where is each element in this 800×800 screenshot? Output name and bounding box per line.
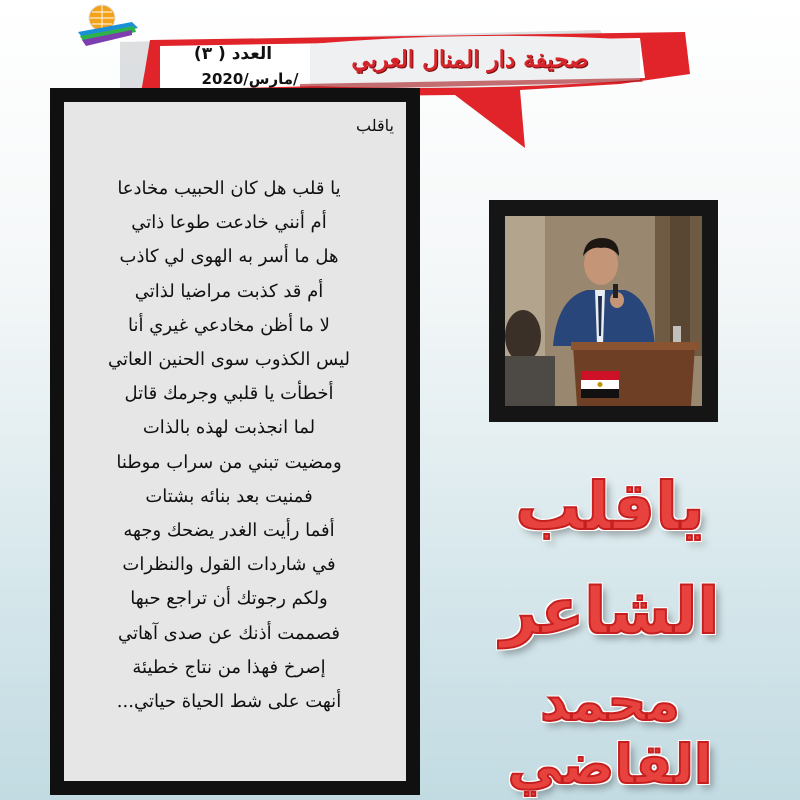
- poem-line: فمنيت بعد بنائه بشتات: [145, 485, 313, 507]
- poem-line: في شاردات القول والنظرات: [122, 554, 336, 576]
- issue-date: مارس/2020/: [201, 70, 299, 88]
- poem-lines: [82, 172, 376, 719]
- poem-title: ياقلب: [356, 116, 394, 135]
- poem-line: لما انجذبت لهذه بالذات: [142, 417, 316, 439]
- poem-line: أم أنني خادعت طوعا ذاتي: [131, 212, 327, 234]
- poem-line: يا قلب هل كان الحبيب مخادعا: [117, 178, 341, 199]
- poem-line: ولكم رجوتك أن تراجع حبها: [130, 588, 328, 610]
- poem-line: إصرخ فهذا من نتاج خطيئة: [132, 656, 326, 678]
- issue-number: العدد ( ٣): [193, 44, 273, 64]
- poem-line: أفما رأيت الغدر يضحك وجهه: [123, 520, 335, 542]
- poem-panel: [50, 88, 420, 795]
- poem-line: لا ما أظن مخادعي غيري أنا: [128, 314, 330, 336]
- poem-line: هل ما أسر به الهوى لي كاذب: [119, 246, 339, 268]
- poet-label: الشاعر: [500, 575, 720, 649]
- poem-line: أم قد كذبت مراضيا لذاتي: [134, 280, 324, 302]
- poet-photo: [489, 200, 718, 422]
- poem-line: أنهت على شط الحياة حياتي...: [116, 691, 342, 713]
- feature-title: ياقلب: [515, 468, 705, 545]
- poet-name: محمد القاضي: [507, 670, 713, 796]
- newspaper-title: صحيفة دار المنال العربي: [351, 46, 589, 73]
- poem-line: ومضيت تبني من سراب موطنا: [116, 451, 342, 473]
- poem-line: فصممت أذنك عن صدى آهاتي: [117, 622, 341, 644]
- poem-line: أخطأت يا قلبي وجرمك قاتل: [124, 383, 334, 405]
- poet-photo-illustration: [505, 216, 702, 406]
- poem-line: ليس الكذوب سوى الحنين العاتي: [107, 349, 351, 371]
